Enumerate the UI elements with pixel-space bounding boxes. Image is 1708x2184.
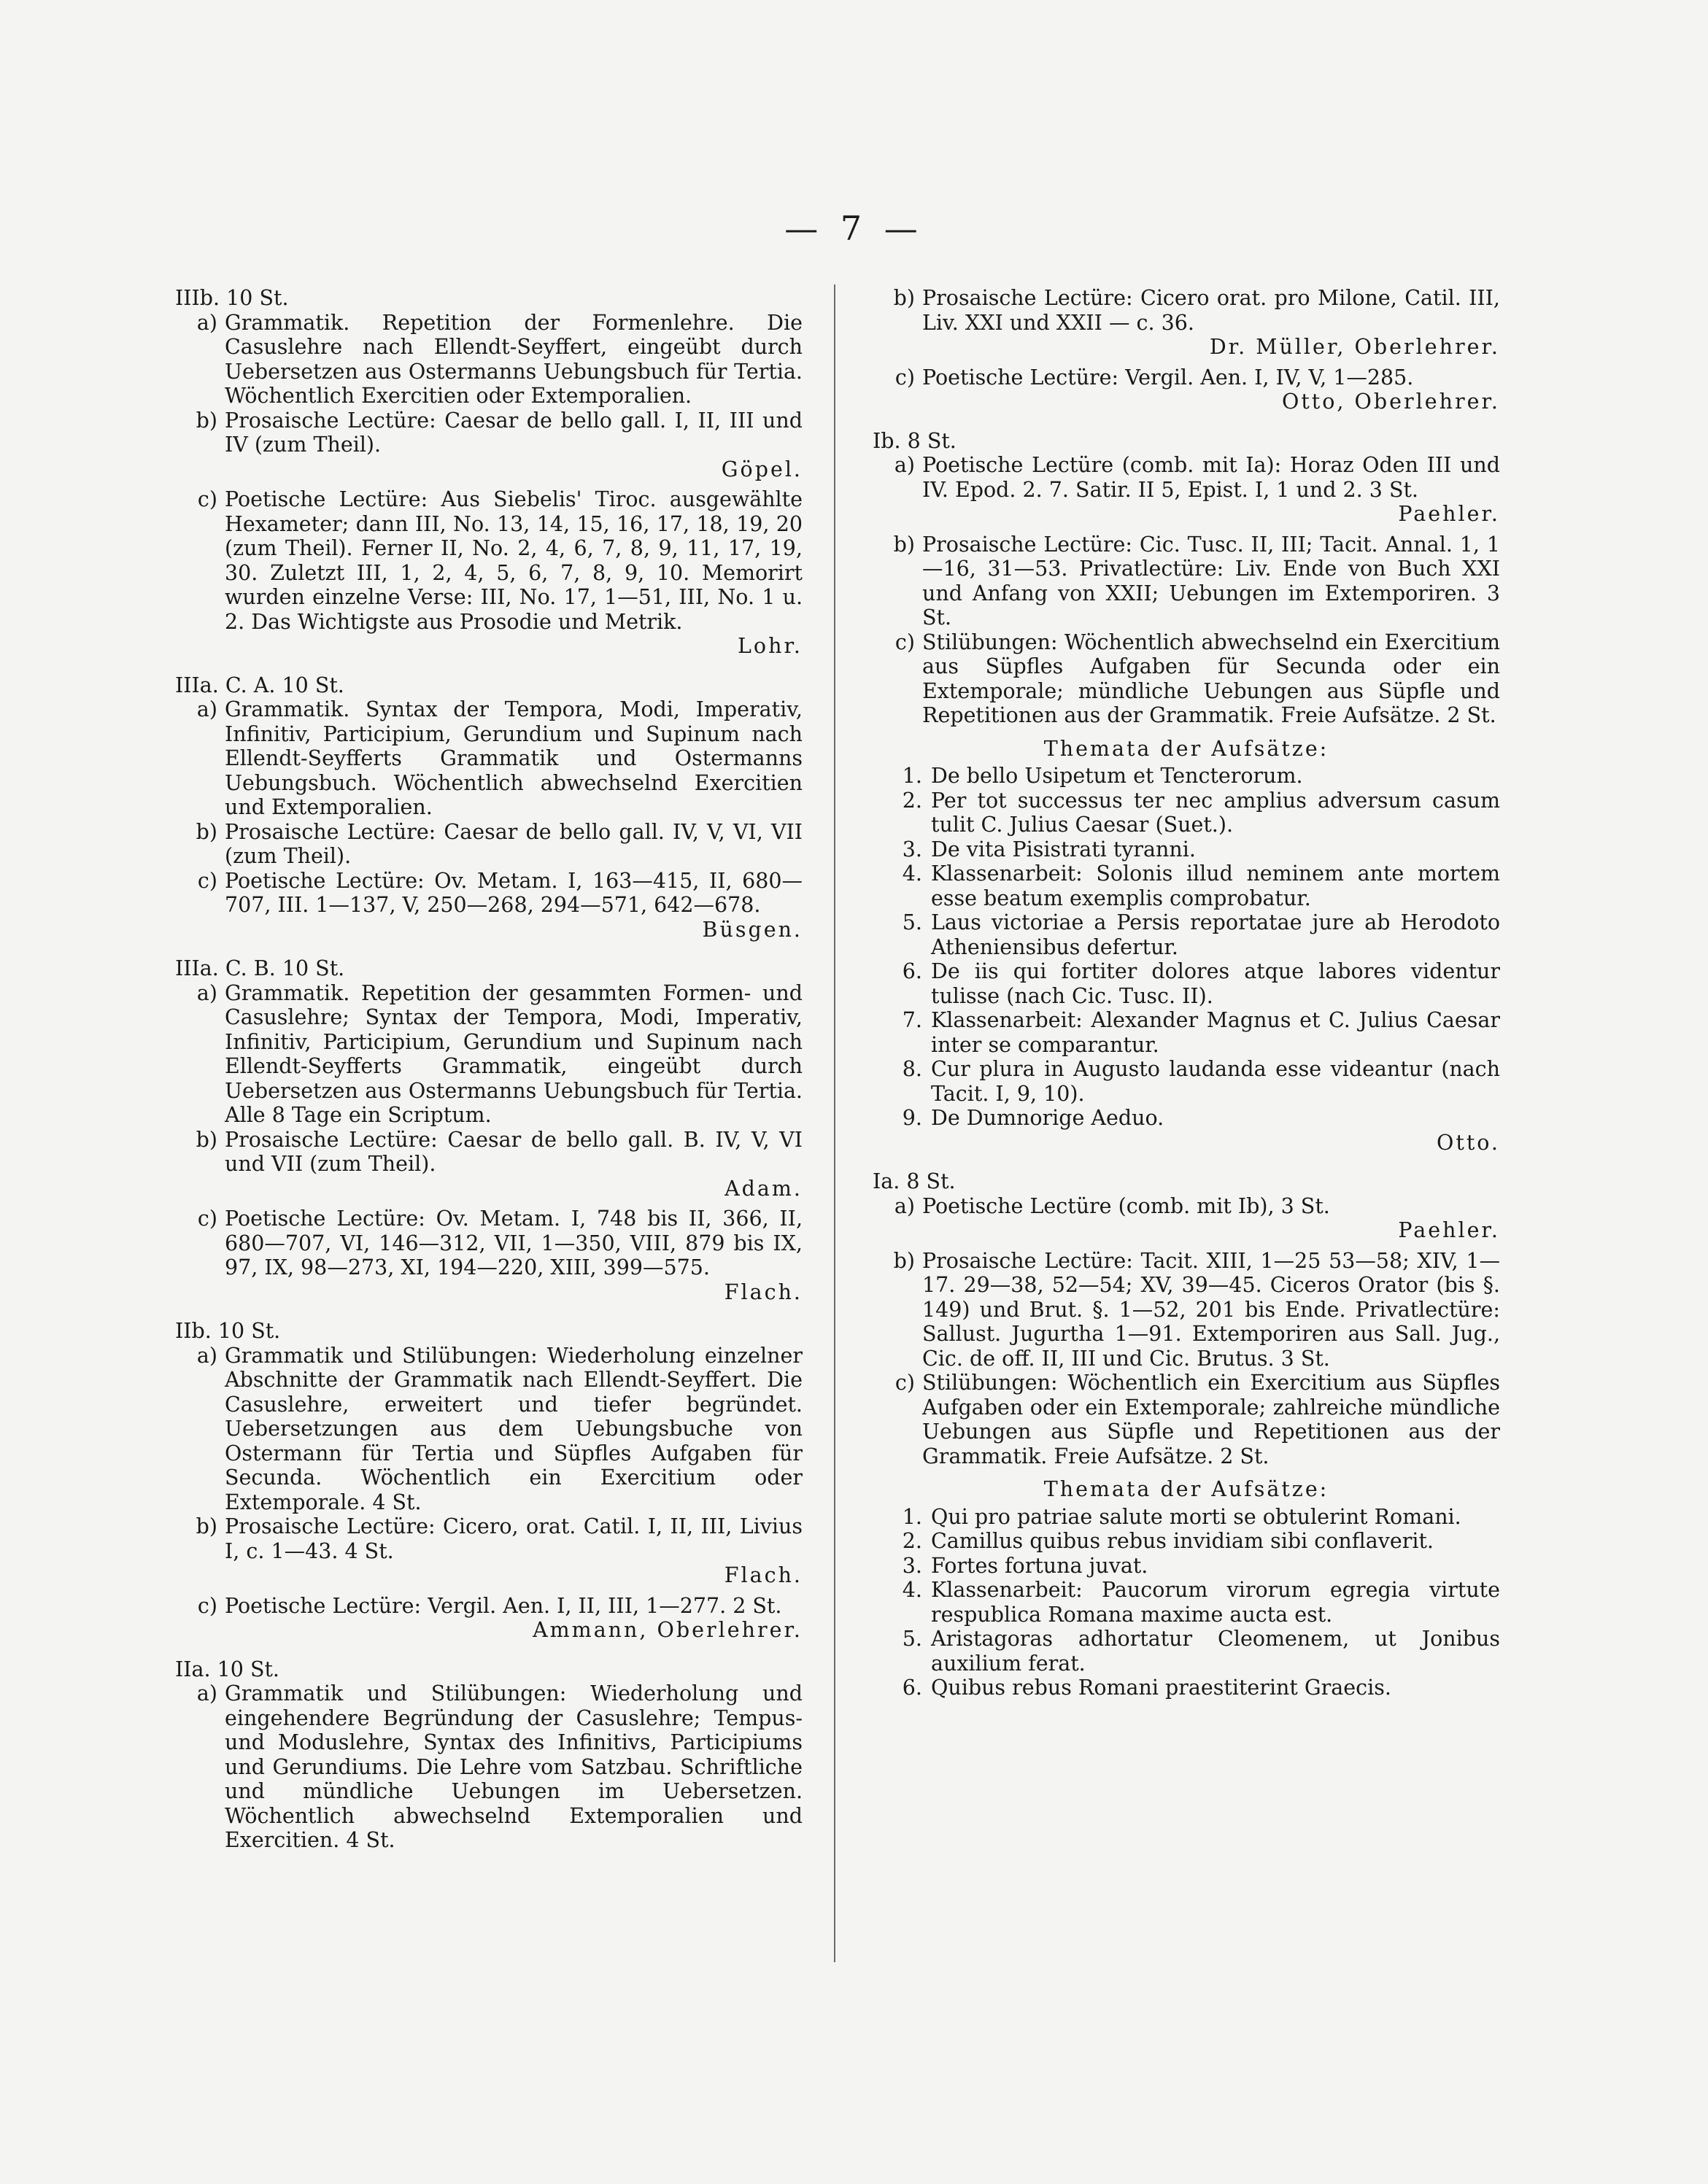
thema-number: 3. [902,837,922,861]
thema-number: 2. [902,788,922,813]
thema-number: 8. [902,1057,922,1081]
item-label: b) [196,819,217,844]
curriculum-item [175,697,803,820]
class-heading: IIb. 10 St. [175,1319,281,1343]
curriculum-item [873,1194,1500,1219]
themata-title: Themata der Aufsätze: [1043,736,1329,761]
thema-number: 5. [902,1627,922,1651]
thema-text: Klassenarbeit: Solonis illud neminem ante mortem esse beatum exemplis comprobatur. [931,861,1500,910]
class-section [175,1319,803,1643]
thema-text: Qui pro patriae salute morti se obtulerint Romani. [931,1504,1461,1529]
item-text: Prosaische Lectüre: Caesar de bello gall. B. IV, V, VI und VII (zum Theil). [225,1127,803,1176]
curriculum-item [175,1207,803,1280]
teacher-signature: Otto, Oberlehrer. [1281,390,1500,414]
thema-item [873,910,1500,959]
thema-number: 4. [902,861,922,886]
curriculum-item [175,1594,803,1619]
thema-text: Klassenarbeit: Alexander Magnus et C. Julius Caesar inter se comparantur. [931,1008,1500,1057]
thema-item [873,1057,1500,1106]
curriculum-item [175,487,803,634]
curriculum-item [873,286,1500,335]
item-text: Poetische Lectüre (comb. mit Ib), 3 St. [922,1193,1330,1218]
item-text: Grammatik und Stilübungen: Wiederholung und eingehendere Begründung der Casuslehre; Tempus- und Moduslehre, Syntax des Infinitivs, Participiums und Gerundiums. Die Lehre vom Satzbau. Schriftliche und mündliche Uebungen im Uebersetzen. Wöchentlich abwechselnd Extemporalien und Exercitien. 4 St. [225,1681,803,1852]
curriculum-item [175,1514,803,1563]
teacher-signature: Adam. [724,1176,803,1201]
thema-number: 9. [902,1106,922,1130]
themata-title: Themata der Aufsätze: [1043,1477,1329,1501]
curriculum-item [175,311,803,408]
item-text: Stilübungen: Wöchentlich abwechselnd ein Exercitium aus Süpfles Aufgaben für Secunda oder ein Extemporale; mündliche Uebungen aus Süpfle und Repetitionen aus der Grammatik. Freie Aufsätze. 2 St. [922,630,1500,727]
item-label: a) [196,980,217,1005]
item-label: a) [196,697,217,721]
item-text: Poetische Lectüre: Ov. Metam. I, 748 bis II, 366, II, 680—707, VI, 146—312, VII, 1—350, VIII, 879 bis IX, 97, IX, 98—273, XI, 194—220, XIII, 399—575. [225,1207,803,1279]
class-section [175,286,803,659]
thema-item [873,1505,1500,1530]
item-label: b) [893,286,915,310]
thema-text: Quibus rebus Romani praestiterint Graecis. [931,1676,1391,1700]
column-divider [834,284,835,1962]
thema-text: Cur plura in Augusto laudanda esse videantur (nach Tacit. I, 9, 10). [931,1057,1500,1106]
item-text: Prosaische Lectüre: Caesar de bello gall. I, II, III und IV (zum Theil). [225,408,803,457]
item-label: c) [197,1207,217,1231]
thema-item [873,1008,1500,1057]
thema-number: 6. [902,959,922,983]
thema-number: 5. [902,910,922,934]
thema-item [873,861,1500,910]
thema-item [873,1578,1500,1627]
item-label: a) [894,1193,915,1218]
teacher-signature: Lohr. [738,634,803,658]
teacher-signature: Büsgen. [702,917,803,942]
thema-item [873,959,1500,1008]
thema-text: Klassenarbeit: Paucorum virorum egregia virtute respublica Romana maxime aucta est. [931,1578,1500,1627]
item-label: a) [196,310,217,335]
teacher-signature: Göpel. [721,457,803,481]
item-text: Poetische Lectüre: Ov. Metam. I, 163—415, II, 680—707, III. 1—137, V, 250—268, 294—571, 642—678. [225,868,803,917]
thema-number: 6. [902,1676,922,1700]
class-section [873,1169,1500,1700]
thema-text: Camillus quibus rebus invidiam sibi conflaverit. [931,1529,1434,1553]
item-label: c) [197,487,217,511]
class-heading: Ib. 8 St. [873,428,957,453]
item-label: b) [893,1248,915,1273]
thema-number: 1. [902,1504,922,1529]
class-heading: IIIa. C. A. 10 St. [175,673,344,697]
thema-text: De vita Pisistrati tyranni. [931,837,1196,861]
class-heading: IIIa. C. B. 10 St. [175,956,345,980]
class-section [175,673,803,942]
curriculum-item [873,533,1500,630]
teacher-signature: Otto. [1437,1130,1500,1155]
thema-number: 7. [902,1008,922,1032]
curriculum-item [873,453,1500,502]
item-label: b) [196,408,217,433]
right-column [873,286,1500,1715]
item-label: b) [893,532,915,557]
curriculum-item [873,1371,1500,1468]
item-text: Prosaische Lectüre: Caesar de bello gall. IV, V, VI, VII (zum Theil). [225,819,803,868]
thema-item [873,1529,1500,1554]
item-label: a) [894,453,915,477]
curriculum-item [873,1249,1500,1371]
curriculum-item [175,1681,803,1853]
item-label: c) [197,1593,217,1618]
class-heading: Ia. 8 St. [873,1169,956,1193]
teacher-signature: Paehler. [1398,502,1500,526]
thema-number: 1. [902,764,922,788]
teacher-signature: Flach. [724,1279,803,1304]
item-label: a) [196,1343,217,1368]
thema-number: 4. [902,1578,922,1602]
thema-number: 3. [902,1553,922,1578]
thema-item [873,764,1500,789]
item-label: c) [894,630,915,654]
continued-section [873,286,1500,414]
curriculum-item [175,408,803,457]
thema-item [873,1627,1500,1676]
thema-text: Laus victoriae a Persis reportatae jure ab Herodoto Atheniensibus defertur. [931,910,1500,959]
curriculum-item [175,869,803,918]
thema-number: 2. [902,1529,922,1553]
thema-item [873,1554,1500,1579]
item-text: Prosaische Lectüre: Cicero orat. pro Milone, Catil. III, Liv. XXI und XXII — c. 36. [922,286,1500,335]
teacher-signature: Ammann, Oberlehrer. [533,1618,803,1642]
thema-text: Aristagoras adhortatur Cleomenem, ut Jonibus auxilium ferat. [931,1627,1500,1676]
item-text: Poetische Lectüre (comb. mit Ia): Horaz Oden III und IV. Epod. 2. 7. Satir. II 5, Epist. I, 1 und 2. 3 St. [922,453,1500,502]
teacher-signature: Flach. [724,1563,803,1587]
item-label: c) [894,365,915,390]
curriculum-item [175,1344,803,1515]
curriculum-item [175,820,803,869]
thema-text: Per tot successus ter nec amplius adversum casum tulit C. Julius Caesar (Suet.). [931,788,1500,837]
class-section [175,1657,803,1853]
left-column [175,286,803,1867]
item-text: Poetische Lectüre: Vergil. Aen. I, IV, V, 1—285. [922,365,1414,390]
thema-text: De Dumnorige Aeduo. [931,1106,1164,1130]
item-text: Grammatik. Repetition der gesammten Formen- und Casuslehre; Syntax der Tempora, Modi, Imperativ, Infinitiv, Participium, Gerundium und Supinum nach Ellendt-Seyfferts Grammatik, eingeübt durch Uebersetzen aus Ostermanns Uebungsbuch für Tertia. Alle 8 Tage ein Scriptum. [225,980,803,1127]
item-text: Stilübungen: Wöchentlich ein Exercitium aus Süpfles Aufgaben oder ein Extemporale; zahlreiche mündliche Uebungen aus Süpfle und Repetitionen aus der Grammatik. Freie Aufsätze. 2 St. [922,1371,1500,1468]
item-text: Prosaische Lectüre: Cicero, orat. Catil. I, II, III, Livius I, c. 1—43. 4 St. [225,1514,803,1563]
curriculum-item [873,365,1500,390]
thema-item [873,789,1500,837]
thema-item [873,1106,1500,1131]
thema-text: De iis qui fortiter dolores atque labores videntur tulisse (nach Cic. Tusc. II). [931,959,1500,1008]
item-label: c) [197,868,217,893]
item-label: b) [196,1514,217,1538]
item-text: Poetische Lectüre: Vergil. Aen. I, II, III, 1—277. 2 St. [225,1593,782,1618]
item-label: b) [196,1127,217,1152]
item-text: Prosaische Lectüre: Tacit. XIII, 1—25 53—58; XIV, 1—17. 29—38, 52—54; XV, 39—45. Ciceros Orator (bis §. 149) und Brut. §. 1—52, 201 bis Ende. Privatlectüre: Sallust. Jugurtha 1—91. Extemporiren aus Sall. Jug., Cic. de off. II, III und Cic. Brutus. 3 St. [922,1248,1500,1371]
item-text: Grammatik und Stilübungen: Wiederholung einzelner Abschnitte der Grammatik nach Ellendt-Seyffert. Die Casuslehre, erweitert und tiefer begründet. Uebersetzungen aus dem Uebungsbuche von Ostermann für Tertia und Süpfles Aufgaben für Secunda. Wöchentlich ein Exercitium oder Extemporale. 4 St. [225,1343,803,1514]
curriculum-item [175,981,803,1128]
class-heading: IIa. 10 St. [175,1657,279,1681]
curriculum-item [873,630,1500,728]
thema-item [873,837,1500,862]
thema-item [873,1676,1500,1700]
item-label: a) [196,1681,217,1705]
teacher-signature: Dr. Müller, Oberlehrer. [1209,335,1500,359]
item-label: c) [894,1371,915,1395]
item-text: Poetische Lectüre: Aus Siebelis' Tiroc. ausgewählte Hexameter; dann III, No. 13, 14, 15, 16, 17, 18, 19, 20 (zum Theil). Ferner II, No. 2, 4, 6, 7, 8, 9, 11, 17, 19, 30. Zuletzt III, 1, 2, 4, 5, 6, 7, 8, 9, 10. Memorirt wurden einzelne Verse: III, No. 17, 1—51, III, No. 1 u. 2. Das Wichtigste aus Prosodie und Metrik. [225,487,803,634]
thema-text: Fortes fortuna juvat. [931,1553,1148,1578]
class-section [175,956,803,1304]
thema-text: De bello Usipetum et Tencterorum. [931,764,1303,788]
curriculum-item [175,1128,803,1177]
item-text: Grammatik. Syntax der Tempora, Modi, Imperativ, Infinitiv, Participium, Gerundium und Supinum nach Ellendt-Seyfferts Grammatik und Ostermanns Uebungsbuch. Wöchentlich abwechselnd Exercitien und Extemporalien. [225,697,803,819]
page-number: — 7 — [784,209,924,248]
class-section [873,429,1500,1155]
class-heading: IIIb. 10 St. [175,286,289,310]
teacher-signature: Paehler. [1398,1218,1500,1242]
item-text: Grammatik. Repetition der Formenlehre. Die Casuslehre nach Ellendt-Seyffert, eingeübt durch Uebersetzen aus Ostermanns Uebungsbuch für Tertia. Wöchentlich Exercitien oder Extemporalien. [225,310,803,408]
item-text: Prosaische Lectüre: Cic. Tusc. II, III; Tacit. Annal. 1, 1—16, 31—53. Privatlectüre: Liv. Ende von Buch XXI und Anfang von XXII; Uebungen im Extemporiren. 3 St. [922,532,1500,630]
